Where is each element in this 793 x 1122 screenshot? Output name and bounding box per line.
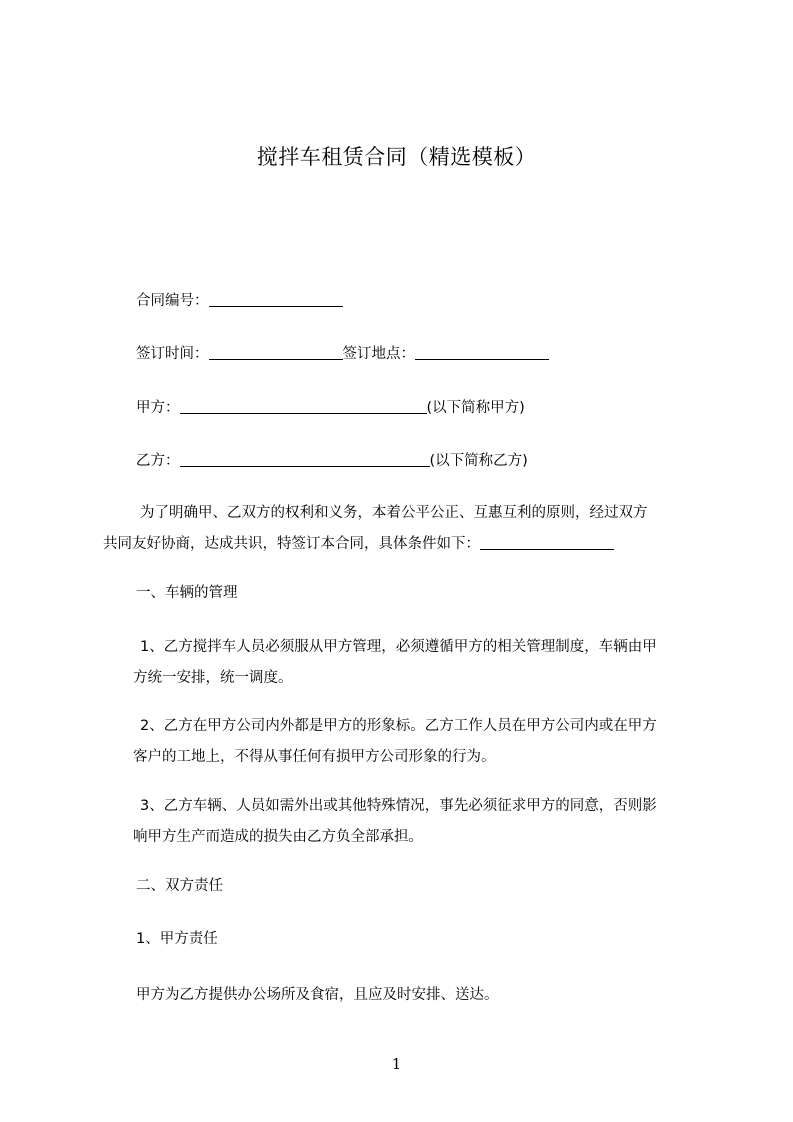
party-a-duty-text: 甲方为乙方提供办公场所及食宿，且应及时安排、送达。 xyxy=(136,987,499,1003)
party-b-suffix: (以下简称乙方) xyxy=(429,453,528,469)
clause-1 xyxy=(133,632,708,694)
page-number: 1 xyxy=(391,1055,402,1073)
party-b-label: 乙方： xyxy=(136,453,180,469)
clause-2 xyxy=(133,711,708,773)
subsection-1-heading: 1、甲方责任 xyxy=(136,931,218,947)
intro-paragraph xyxy=(103,498,708,560)
clause-3-line-2: 响甲方生产而造成的损失由乙方负全部承担。 xyxy=(133,829,423,845)
document-title: 搅拌车租赁合同（精选模板） xyxy=(256,145,537,169)
section-1-heading: 一、车辆的管理 xyxy=(136,585,238,601)
party-a-suffix: (以下简称甲方) xyxy=(426,400,525,416)
intro-line-1: 为了明确甲、乙双方的权利和义务，本着公平公正、互惠互利的原则，经过双方 xyxy=(140,505,648,521)
sign-time-label: 签订时间： xyxy=(136,346,209,362)
clause-2-line-2: 客户的工地上，不得从事任何有损甲方公司形象的行为。 xyxy=(133,749,496,765)
contract-number-line xyxy=(136,290,343,312)
clause-1-line-2: 方统一安排，统一调度。 xyxy=(133,670,293,686)
party-b-line xyxy=(136,450,528,472)
clause-2-line-1: 2、乙方在甲方公司内外都是甲方的形象标。乙方工作人员在甲方公司内或在甲方 xyxy=(140,718,657,734)
party-a-label: 甲方： xyxy=(136,400,180,416)
clause-3-line-1: 3、乙方车辆、人员如需外出或其他特殊情况，事先必须征求甲方的同意，否则影 xyxy=(140,798,657,814)
party-b-blank[interactable] xyxy=(180,452,430,467)
contract-number-blank[interactable] xyxy=(209,292,343,307)
intro-conditions-blank[interactable] xyxy=(480,535,614,550)
signing-line xyxy=(136,343,549,365)
intro-line-2: 共同友好协商，达成共识，特签订本合同，具体条件如下： xyxy=(103,536,480,552)
clause-3 xyxy=(133,791,708,853)
sign-place-blank[interactable] xyxy=(415,345,549,360)
sign-place-label: 签订地点： xyxy=(342,346,415,362)
sign-time-blank[interactable] xyxy=(209,345,343,360)
party-a-line xyxy=(136,397,525,419)
contract-number-label: 合同编号： xyxy=(136,293,209,309)
section-2-heading: 二、双方责任 xyxy=(136,878,223,894)
clause-1-line-1: 1、乙方搅拌车人员必须服从甲方管理，必须遵循甲方的相关管理制度，车辆由甲 xyxy=(140,639,657,655)
party-a-blank[interactable] xyxy=(180,399,427,414)
